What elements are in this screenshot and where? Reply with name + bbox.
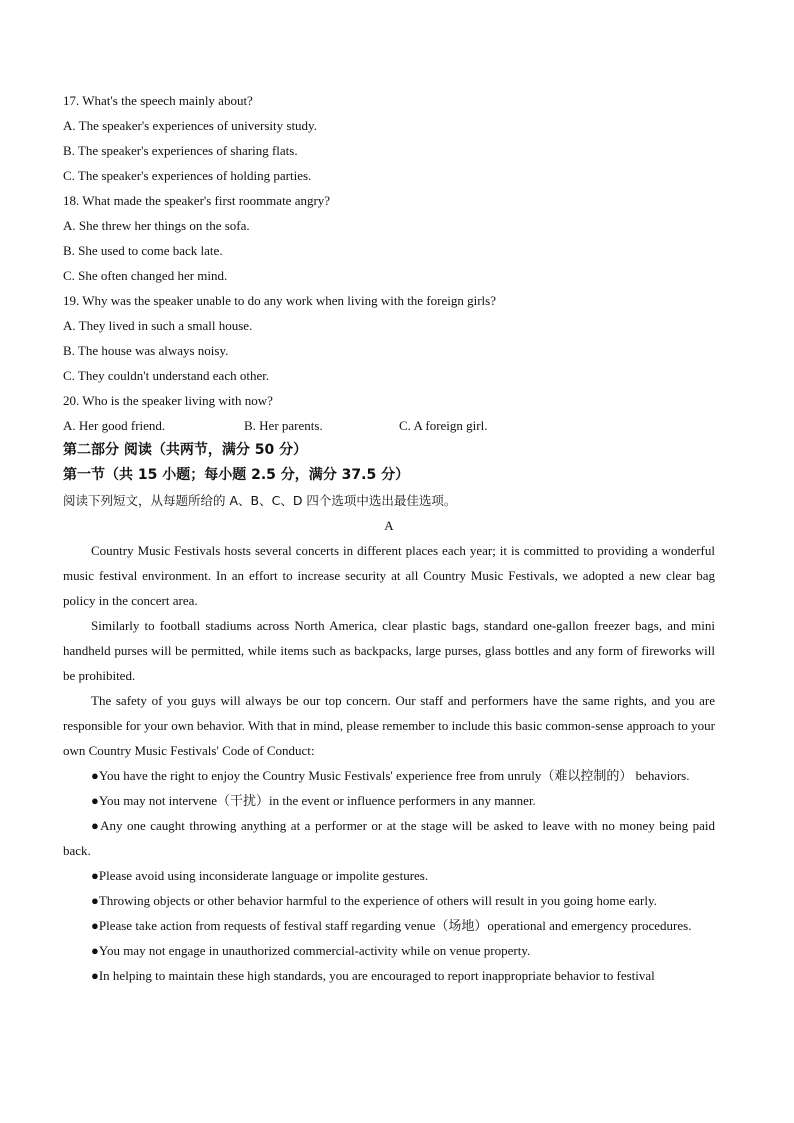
- question-text: 20. Who is the speaker living with now?: [63, 393, 273, 408]
- question-text: 19. Why was the speaker unable to do any work when living with the foreign girls?: [63, 293, 496, 308]
- option-a: A. The speaker's experiences of university study.: [63, 118, 317, 133]
- bullet-item: ●Any one caught throwing anything at a performer or at the stage will be asked to leave with no money being paid back.: [63, 818, 715, 858]
- part-heading: 第二部分 阅读（共两节，满分 50 分）: [63, 442, 308, 458]
- option-c: C. They couldn't understand each other.: [63, 368, 270, 383]
- option-b: B. Her parents.: [244, 418, 323, 433]
- bullet-item: ●Throwing objects or other behavior harmful to the experience of others will result in you going home early.: [91, 893, 657, 908]
- option-a: A. She threw her things on the sofa.: [63, 218, 250, 233]
- question-text: 18. What made the speaker's first roommate angry?: [63, 193, 331, 208]
- bullet-item: ●Please avoid using inconsiderate language or impolite gestures.: [91, 868, 429, 883]
- question-20: [63, 388, 715, 438]
- option-b: B. She used to come back late.: [63, 243, 223, 258]
- question-17: [63, 88, 715, 188]
- paragraph-2: Similarly to football stadiums across North America, clear plastic bags, standard one-gallon freezer bags, and mini handheld purses will be permitted, while items such as backpacks, large purses, glass bottles and any form of fireworks will be prohibited.: [63, 618, 715, 683]
- option-b: B. The speaker's experiences of sharing flats.: [63, 143, 298, 158]
- bullet-item: ●You may not engage in unauthorized commercial-activity while on venue property.: [91, 943, 531, 958]
- option-b: B. The house was always noisy.: [63, 343, 229, 358]
- options-row: [63, 413, 715, 438]
- option-a: A. They lived in such a small house.: [63, 318, 253, 333]
- question-19: [63, 288, 715, 388]
- exam-page: [63, 88, 715, 988]
- option-c: C. A foreign girl.: [399, 418, 488, 433]
- question-18: [63, 188, 715, 288]
- bullet-item: ●You have the right to enjoy the Country Music Festivals' experience free from unruly（难以控制的） behaviors.: [91, 768, 690, 783]
- bullet-item: ●In helping to maintain these high standards, you are encouraged to report inappropriate behavior to festival: [91, 968, 655, 983]
- bullet-item: ●Please take action from requests of festival staff regarding venue（场地）operational and emergency procedures.: [91, 918, 692, 933]
- bullet-item: ●You may not intervene（干扰）in the event or influence performers in any manner.: [91, 793, 536, 808]
- option-c: C. She often changed her mind.: [63, 268, 228, 283]
- passage-label: A: [384, 518, 394, 533]
- option-c: C. The speaker's experiences of holding parties.: [63, 168, 312, 183]
- instruction: 阅读下列短文，从每题所给的 A、B、C、D 四个选项中选出最佳选项。: [63, 493, 457, 508]
- paragraph-1: Country Music Festivals hosts several concerts in different places each year; it is committed to providing a wonderful music festival environment. In an effort to increase security at all Country Music Festivals, we adopted a new clear bag policy in the concert area.: [63, 543, 715, 608]
- section-heading: 第一节（共 15 小题；每小题 2.5 分，满分 37.5 分）: [63, 467, 410, 483]
- option-a: A. Her good friend.: [63, 418, 166, 433]
- question-text: 17. What's the speech mainly about?: [63, 93, 253, 108]
- paragraph-3: The safety of you guys will always be our top concern. Our staff and performers have the same rights, and you are responsible for your own behavior. With that in mind, please remember to include this basic common-sense approach to your own Country Music Festivals' Code of Conduct:: [63, 693, 715, 758]
